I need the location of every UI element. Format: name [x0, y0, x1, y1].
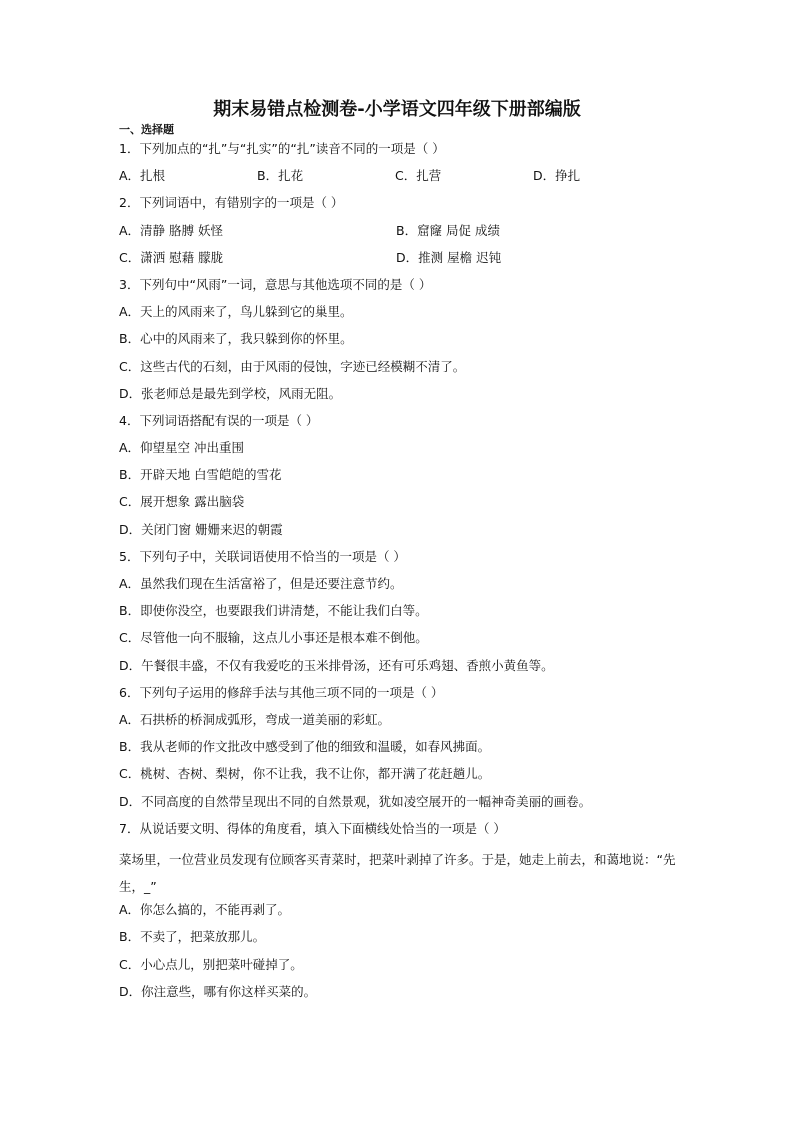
question-passage: 菜场里，一位营业员发现有位顾客买青菜时，把菜叶剥掉了许多。于是，她走上前去，和蔼地说：“先生，_” [119, 851, 676, 895]
option: D．你注意些，哪有你这样买菜的。 [119, 983, 317, 999]
option: A．清静 胳膊 妖怪 [119, 222, 223, 238]
question-stem: 3．下列句中“风雨”一词，意思与其他选项不同的是（ ） [119, 276, 432, 292]
option: C．小心点儿，别把菜叶碰掉了。 [119, 956, 303, 972]
section-heading: 一、选择题 [119, 123, 174, 136]
option: B．即使你没空，也要跟我们讲清楚，不能让我们白等。 [119, 603, 428, 619]
option: C．尽管他一向不服输，这点儿小事还是根本难不倒他。 [119, 630, 428, 646]
option: A．天上的风雨来了，鸟儿躲到它的巢里。 [119, 304, 353, 320]
option: A．扎根 [119, 168, 166, 184]
option: D．午餐很丰盛，不仅有我爱吃的玉米排骨汤，还有可乐鸡翅、香煎小黄鱼等。 [119, 657, 554, 673]
option: B．不卖了，把菜放那儿。 [119, 929, 266, 945]
option: D．挣扎 [533, 168, 581, 184]
option: C．潇洒 慰藉 朦胧 [119, 249, 224, 265]
option-row [119, 166, 679, 193]
option: D．关闭门窗 姗姗来迟的朝霞 [119, 521, 283, 537]
option: B．扎花 [257, 168, 304, 184]
option: A．虽然我们现在生活富裕了，但是还要注意节约。 [119, 576, 403, 591]
option-row [119, 248, 679, 275]
option: B．我从老师的作文批改中感受到了他的细致和温暖，如春风拂面。 [119, 739, 491, 755]
option: B．开辟天地 白雪皑皑的雪花 [119, 467, 282, 483]
question-stem: 5．下列句子中，关联词语使用不恰当的一项是（ ） [119, 548, 406, 564]
option: A．你怎么搞的，不能再剥了。 [119, 902, 291, 918]
option: D．不同高度的自然带呈现出不同的自然景观，犹如凌空展开的一幅神奇美丽的画卷。 [119, 793, 592, 809]
question-stem: 4．下列词语搭配有误的一项是（ ） [119, 412, 319, 428]
question-stem: 7．从说话要文明、得体的角度看，填入下面横线处恰当的一项是（ ） [119, 820, 506, 836]
option: A．仰望星空 冲出重围 [119, 440, 245, 456]
option: C．这些古代的石刻，由于风雨的侵蚀，字迹已经模糊不清了。 [119, 358, 466, 374]
page-title: 期末易错点检测卷-小学语文四年级下册部编版 [213, 99, 581, 120]
question-stem: 1．下列加点的“扎”与“扎实”的“扎”读音不同的一项是（ ） [119, 141, 445, 156]
option: C．扎营 [395, 168, 442, 184]
option: A．石拱桥的桥洞成弧形，弯成一道美丽的彩虹。 [119, 711, 391, 727]
option: C．展开想象 露出脑袋 [119, 494, 245, 510]
question-stem: 2．下列词语中，有错别字的一项是（ ） [119, 195, 344, 211]
option: D．张老师总是最先到学校，风雨无阻。 [119, 385, 342, 401]
option: B．心中的风雨来了，我只躲到你的怀里。 [119, 331, 353, 347]
question-stem: 6．下列句子运用的修辞手法与其他三项不同的一项是（ ） [119, 684, 444, 700]
option: B．窟窿 局促 成绩 [396, 222, 501, 238]
option: C．桃树、杏树、梨树，你不让我，我不让你，都开满了花赶趟儿。 [119, 766, 491, 782]
option-row [119, 221, 679, 248]
option: D．推测 屋檐 迟钝 [396, 249, 502, 265]
question-list [119, 139, 679, 1009]
